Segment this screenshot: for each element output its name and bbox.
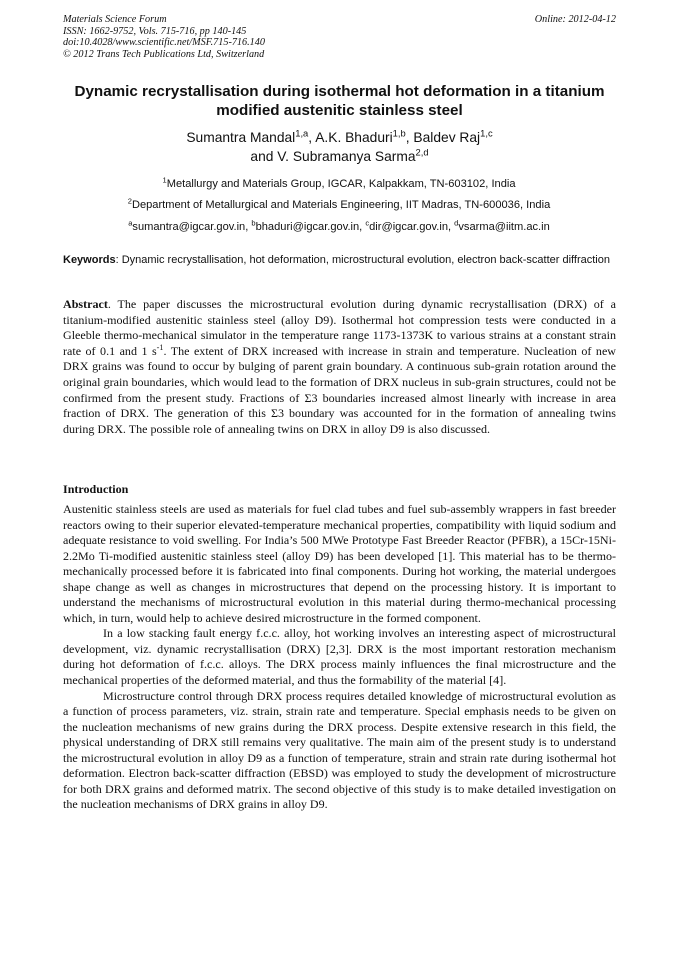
affiliation-text: Metallurgy and Materials Group, IGCAR, Kalpakkam, TN-603102, India xyxy=(166,178,516,190)
author-superscript: 1,a xyxy=(295,128,309,139)
issn-line: ISSN: 1662-9752, Vols. 715-716, pp 140-145 xyxy=(63,25,247,37)
introduction-heading: Introduction xyxy=(63,482,129,496)
author-line-1 xyxy=(63,128,616,147)
online-date: Online: 2012-04-12 xyxy=(534,14,616,25)
author-superscript: 2,d xyxy=(415,147,429,158)
email-link[interactable]: dir@igcar.gov.in, xyxy=(369,221,452,233)
publication-header xyxy=(63,14,616,60)
abstract-label: Abstract xyxy=(63,297,108,311)
paragraph: Austenitic stainless steels are used as materials for fuel clad tubes and fuel sub-assembly wrappers in fast breeder reactors owing to their superior elevated-temperature mechanical properties, compatibility with liquid sodium and adequate resistance to void swelling. For India’s 500 MWe Prototype Fast Breeder Reactor (PFBR), a 15Cr-15Ni-2.2Mo Ti-modified austenitic stainless steel (alloy D9) has been developed [1]. This material has to be thermo-mechanically processed before it is fabricated into final components. During hot working, the material undergoes shape change as well as changes in microstructures that depend on the processing history. It is important to understand the mechanisms of microstructural evolution in this material during thermo-mechanical processing which, in turn, would help to achieve desired microstructure in the formed component. xyxy=(63,502,616,625)
author-name: A.K. Bhaduri xyxy=(315,130,393,145)
author-name: Sumantra Mandal xyxy=(186,130,296,145)
author-name: Baldev Raj xyxy=(413,130,481,145)
paragraph: In a low stacking fault energy f.c.c. alloy, hot working involves an interesting aspect of microstructural development, viz. dynamic recrystallisation (DRX) [2,3]. DRX is the most important restoration mechanism during hot deformation of f.c.c. alloys. The DRX process mainly influences the final microstructure and the mechanical properties of the deformed material, and thus the formability of the material [4]. xyxy=(63,626,616,688)
email-line xyxy=(40,220,638,234)
abstract-text: . The paper discusses the microstructural evolution during dynamic recrystallisation (DRX) of a titanium-modified austenitic stainless steel (alloy D9). Isothermal hot compression tests were conducted in a Gleeble thermo-mechanical simulator in the temperature range 1173-1373K to various strains at a constant strain rate of 0.1 and 1 s xyxy=(63,297,616,358)
journal-name: Materials Science Forum xyxy=(63,14,167,25)
paragraph: Microstructure control through DRX process requires detailed knowledge of microstructural evolution as a function of process parameters, viz. strain, strain rate and temperature. Special emphasis needs to be given on the nucleation mechanisms of new grains during the DRX process. Despite extensive research in this field, the physical understanding of DRX still remains very qualitative. The main aim of the present study is to understand the microstructural evolution in alloy D9 as a function of temperature, strain and strain rate during isothermal hot deformation. Electron back-scatter diffraction (EBSD) was employed to study the development of microstructure for both DRX grains and deformed matrix. The second objective of this study is to make detailed investigation on the nucleation mechanisms of DRX grains in alloy D9. xyxy=(63,688,616,812)
copyright-line: © 2012 Trans Tech Publications Ltd, Switzerland xyxy=(63,48,265,60)
abstract-section xyxy=(63,297,616,437)
keywords-label: Keywords xyxy=(63,254,116,266)
doi-line[interactable]: doi:10.4028/www.scientific.net/MSF.715-716.140 xyxy=(63,37,265,49)
introduction-body xyxy=(63,502,616,813)
author-superscript: 1,c xyxy=(480,128,493,139)
affiliation-1 xyxy=(40,177,638,191)
author-separator: , xyxy=(308,130,313,145)
author-separator: , xyxy=(405,130,410,145)
author-list xyxy=(63,128,616,166)
email-link[interactable]: vsarma@iitm.ac.in xyxy=(458,221,550,233)
affiliation-superscript: 1 xyxy=(162,175,167,185)
author-superscript: 1,b xyxy=(392,128,406,139)
affiliation-text: Department of Metallurgical and Materials Engineering, IIT Madras, TN-600036, India xyxy=(131,199,551,211)
keywords-section xyxy=(63,254,616,268)
author-name: and V. Subramanya Sarma xyxy=(250,149,416,164)
paper-title: Dynamic recrystallisation during isothermal hot deformation in a titanium modified austenitic stainless steel xyxy=(74,83,605,119)
keywords-text: : Dynamic recrystallisation, hot deformation, microstructural evolution, electron back-scatter diffraction xyxy=(115,254,610,266)
abstract-superscript: -1 xyxy=(156,342,164,352)
affiliation-2 xyxy=(40,198,638,212)
email-superscript: a xyxy=(128,218,133,228)
email-superscript: c xyxy=(365,218,370,228)
abstract-text: . The extent of DRX increased with increase in strain and temperature. Nucleation of new DRX grains was found to occur by bulging of parent grain boundary. A continuous sub-grain rotation around the original grain boundaries, which would lead to the formation of DRX nucleus in sub-grain structures, could not be confirmed from the present study. Fractions of Σ3 boundaries increased almost linearly with increase in area fraction of DRX. The generation of this Σ3 boundary was accounted for in the formation of annealing twins during DRX. The possible role of annealing twins on DRX in alloy D9 is also discussed. xyxy=(63,343,616,436)
email-link[interactable]: bhaduri@igcar.gov.in, xyxy=(255,221,363,233)
affiliation-superscript: 2 xyxy=(127,196,132,206)
email-superscript: b xyxy=(251,218,256,228)
email-link[interactable]: sumantra@igcar.gov.in, xyxy=(132,221,249,233)
email-superscript: d xyxy=(454,218,459,228)
author-line-2 xyxy=(63,147,616,166)
